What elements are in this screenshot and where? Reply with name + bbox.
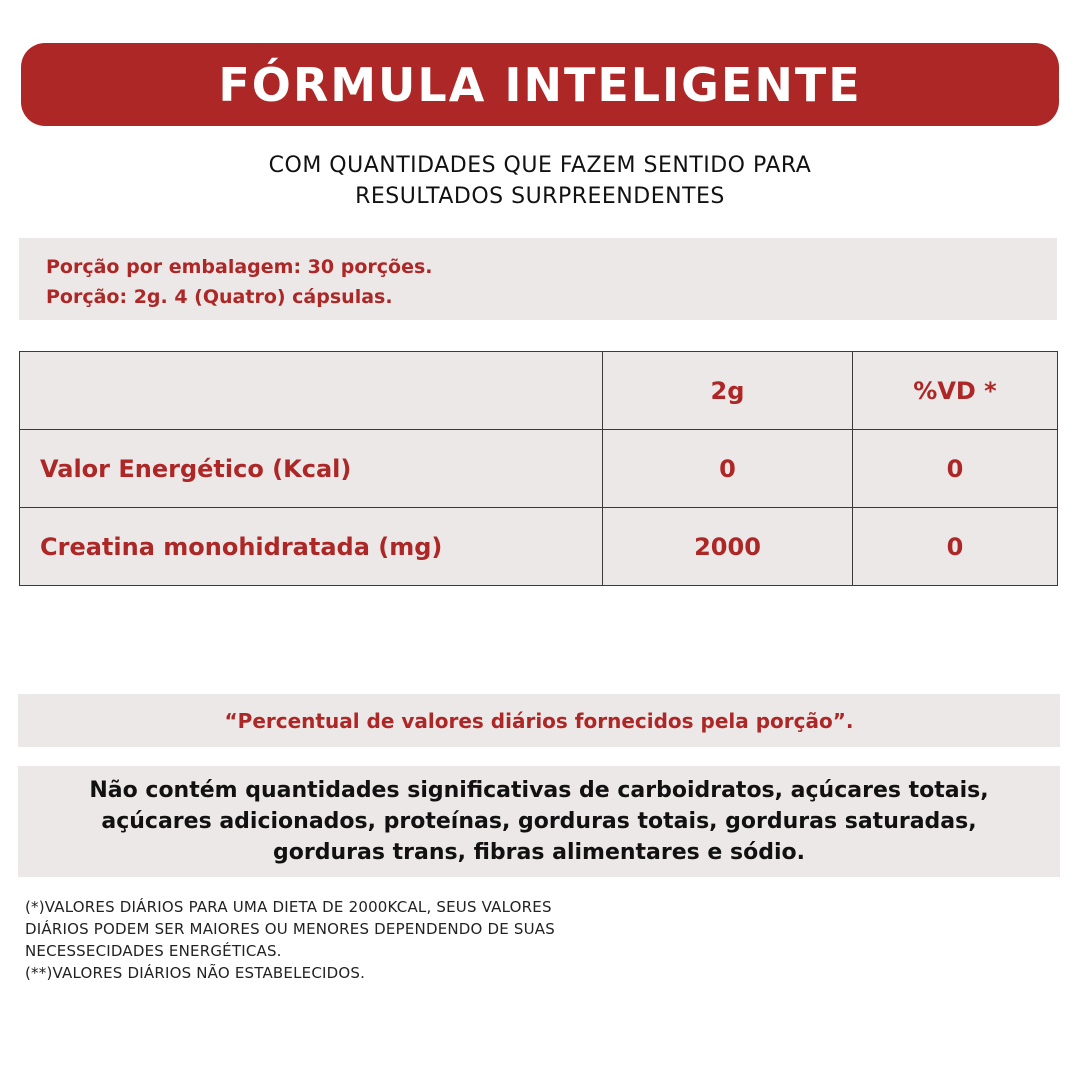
table-row [20, 430, 1058, 508]
subtitle [0, 150, 1080, 212]
not-contains-text: Não contém quantidades significativas de carboidratos, açúcares totais, açúcares adicionados, proteínas, gorduras totais, gorduras saturadas, gorduras trans, fibras alimentares e sódio. [89, 778, 989, 865]
nutrient-amount: 2000 [603, 508, 853, 586]
nutrient-daily-value: 0 [853, 430, 1058, 508]
nutrient-daily-value: 0 [853, 508, 1058, 586]
title-banner [21, 43, 1059, 126]
table-header-amount: 2g [603, 352, 853, 430]
nutrient-name: Valor Energético (Kcal) [20, 430, 603, 508]
nutrition-table [19, 351, 1058, 586]
serving-info-panel [19, 238, 1057, 320]
serving-size: Porção: 2g. 4 (Quatro) cápsulas. [46, 286, 393, 308]
table-header-cell [20, 352, 603, 430]
footnote-line: (**)VALORES DIÁRIOS NÃO ESTABELECIDOS. [25, 964, 366, 982]
not-contains-panel [18, 766, 1060, 877]
footnote-line: NECESSECIDADES ENERGÉTICAS. [25, 942, 282, 960]
daily-value-note: “Percentual de valores diários fornecidos pela porção”. [18, 694, 1060, 747]
subtitle-line-1: COM QUANTIDADES QUE FAZEM SENTIDO PARA [268, 153, 812, 178]
footnote-line: (*)VALORES DIÁRIOS PARA UMA DIETA DE 2000KCAL, SEUS VALORES [25, 898, 552, 916]
nutrient-name: Creatina monohidratada (mg) [20, 508, 603, 586]
subtitle-line-2: RESULTADOS SURPREENDENTES [355, 184, 725, 209]
page-title: FÓRMULA INTELIGENTE [218, 57, 862, 112]
table-row [20, 508, 1058, 586]
footnote-line: DIÁRIOS PODEM SER MAIORES OU MENORES DEPENDENDO DE SUAS [25, 920, 555, 938]
table-header-daily-value: %VD * [853, 352, 1058, 430]
footnotes [25, 896, 785, 984]
servings-per-package: Porção por embalagem: 30 porções. [46, 256, 433, 278]
table-header-row [20, 352, 1058, 430]
nutrient-amount: 0 [603, 430, 853, 508]
